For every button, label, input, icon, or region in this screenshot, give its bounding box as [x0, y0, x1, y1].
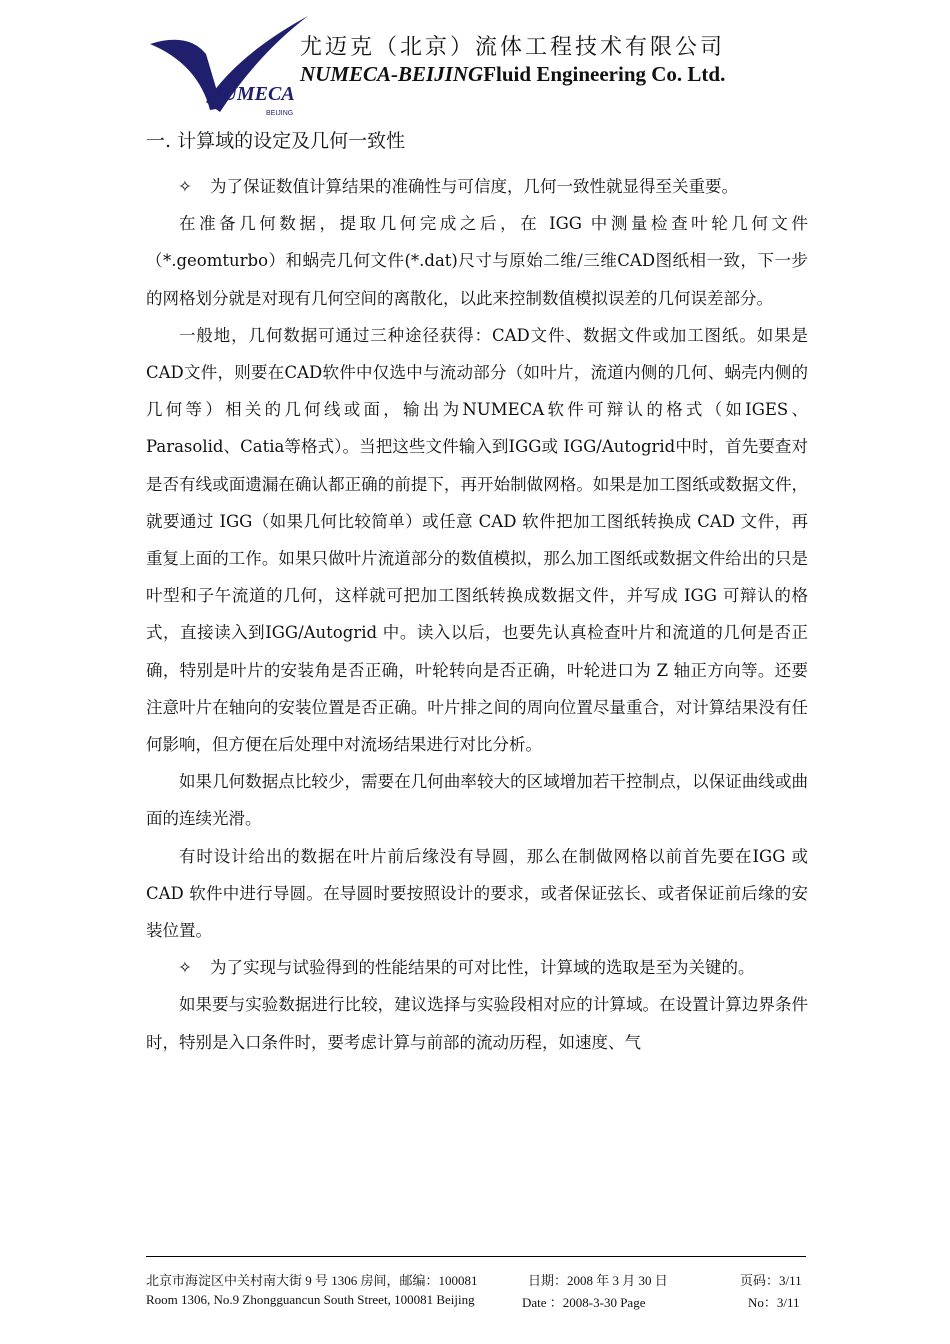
paragraph: 有时设计给出的数据在叶片前后缘没有导圆，那么在制做网格以前首先要在IGG 或 CAD 软件中进行导圆。在导圆时要按照设计的要求，或者保证弦长、或者保证前后缘的安装位置。: [146, 846, 808, 941]
footer-page-en: No：3/11: [748, 1295, 800, 1310]
bullet-text: 为了保证数值计算结果的准确性与可信度，几何一致性就显得至关重要。: [210, 177, 738, 196]
paragraph: 如果几何数据点比较少，需要在几何曲率较大的区域增加若干控制点，以保证曲线或曲面的连续光滑。: [146, 772, 808, 829]
footer-page-cn: 页码：3/11: [740, 1273, 802, 1288]
company-name-en-italic: NUMECA-BEIJING: [300, 62, 484, 86]
company-name-cn: 尤迈克（北京）流体工程技术有限公司: [300, 35, 726, 60]
footer-date-cn: 日期：2008 年 3 月 30 日: [528, 1273, 668, 1288]
paragraph: 一般地，几何数据可通过三种途径获得：CAD文件、数据文件或加工图纸。如果是CAD文件，则要在CAD软件中仅选中与流动部分（如叶片，流道内侧的几何、蜗壳内侧的几何等）相关的几何线或面，输出为NUMECA软件可辩认的格式（如IGES、Parasolid、Catia等格式）。当把这些文件输入到IGG或 IGG/Autogrid中时，首先要查对是否有线或面遗漏在确认都正确的前提下，再开始制做网格。如果是加工图纸或数据文件，就要通过 IGG（如果几何比较简单）或任意 CAD 软件把加工图纸转换成 CAD 文件，再重复上面的工作。如果只做叶片流道部分的数值模拟，那么加工图纸或数据文件给出的只是叶型和子午流道的几何，这样就可把加工图纸转换成数据文件，并写成 IGG 可辩认的格式，直接读入到IGG/Autogrid 中。读入以后，也要先认真检查叶片和流道的几何是否正确，特别是叶片的安装角是否正确，叶轮转向是否正确，叶轮进口为 Z 轴正方向等。还要注意叶片在轴向的安装位置是否正确。叶片排之间的周向位置尽量重合，对计算结果没有任何影响，但方便在后处理中对流场结果进行对比分析。: [146, 325, 808, 755]
logo-subtext: BEIJING: [266, 110, 294, 117]
logo-text: NUMECA: [208, 83, 295, 105]
footer-divider: [146, 1256, 806, 1257]
bullet-item: [146, 949, 808, 986]
footer-date-en: Date ：2008-3-30 Page: [522, 1295, 646, 1310]
company-name-en-rest: Fluid Engineering Co. Ltd.: [483, 62, 726, 86]
bullet-text: 为了实现与试验得到的性能结果的可对比性，计算域的选取是至为关键的。: [210, 958, 755, 978]
footer-address-en: Room 1306, No.9 Zhongguancun South Street, 100081 Beijing: [146, 1292, 475, 1307]
diamond-bullet-icon: ✧: [178, 177, 192, 196]
bullet-item: [146, 168, 808, 205]
paragraph: 如果要与实验数据进行比较，建议选择与实验段相对应的计算域。在设置计算边界条件时，特别是入口条件时，要考虑计算与前部的流动历程，如速度、气: [146, 995, 808, 1052]
diamond-bullet-icon: ✧: [178, 958, 192, 978]
footer-address-cn: 北京市海淀区中关村南大街 9 号 1306 房间，邮编：100081: [146, 1273, 478, 1288]
section-heading: 一. 计算域的设定及几何一致性: [146, 130, 406, 152]
company-name-en: [300, 62, 725, 87]
document-body: [146, 168, 808, 1061]
paragraph: 在准备几何数据，提取几何完成之后，在 IGG 中测量检查叶轮几何文件（*.geomturbo）和蜗壳几何文件(*.dat)尺寸与原始二维/三维CAD图纸相一致，下一步的网格划分就是对现有几何空间的离散化，以此来控制数值模拟误差的几何误差部分。: [146, 214, 808, 308]
